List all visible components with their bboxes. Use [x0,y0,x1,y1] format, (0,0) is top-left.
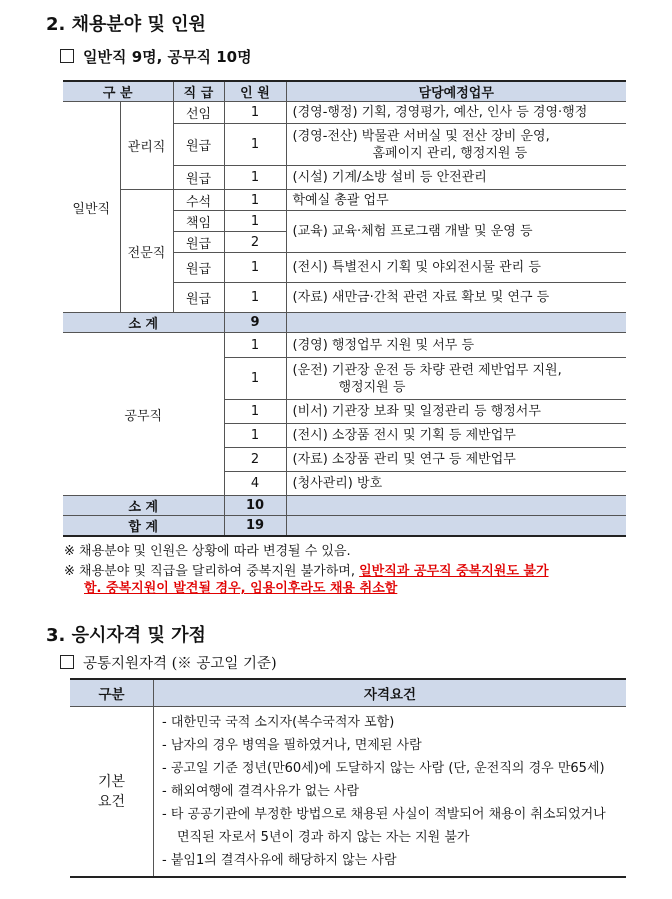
row-label: 기본 요건 [70,707,154,878]
section3-title: 3. 응시자격 및 가점 [46,625,206,646]
list-item: - 타 공공기관에 부정한 방법으로 채용된 사실이 적발되어 채용이 취소되었거나 [162,807,606,822]
duty-cell: (전시) 소장품 전시 및 기획 등 제반업무 [286,424,626,448]
checkbox-square-icon [60,49,74,63]
note-2: ※ 채용분야 및 직급을 달리하여 중복지원 불가하며, 일반직과 공무직 중복지원도 불가 함. 중복지원이 발견될 경우, 임용이후라도 채용 취소함 [64,564,549,596]
count-cell: 1 [224,400,286,424]
header-grade: 직 급 [173,81,224,102]
duty-cell: (자료) 소장품 관리 및 연구 등 제반업무 [286,448,626,472]
public-subtotal: 10 [224,496,286,516]
grade-cell: 책임 [173,211,224,232]
section3-subtitle: 공통지원자격 (※ 공고일 기준) [60,652,277,673]
note-1: ※ 채용분야 및 인원은 상황에 따라 변경될 수 있음. [64,544,351,559]
header-duty: 담당예정업무 [286,81,626,102]
duty-cell: (자료) 새만금·간척 관련 자료 확보 및 연구 등 [286,283,626,313]
recruitment-table [63,80,626,537]
count-cell: 1 [224,211,286,232]
list-item: - 남자의 경우 병역을 필하였거나, 면제된 사람 [162,738,422,753]
grade-cell: 원급 [173,283,224,313]
duty-cell: (교육) 교육·체험 프로그램 개발 및 운영 등 [286,211,626,253]
count-cell: 1 [224,253,286,283]
total-label: 합 계 [63,516,224,537]
general-subtotal: 9 [224,313,286,333]
public-subtotal-label: 소 계 [63,496,224,516]
list-item: - 공고일 기준 정년(만60세)에 도달하지 않는 사람 (단, 운전직의 경우 만65세) [162,761,605,776]
total-count: 19 [224,516,286,537]
duty-cell: (청사관리) 방호 [286,472,626,496]
count-cell: 2 [224,232,286,253]
checkbox-square-icon [60,655,74,669]
count-cell: 1 [224,190,286,211]
general-subtotal-label: 소 계 [63,313,224,333]
requirements-list [154,707,626,876]
header-requirements: 자격요건 [154,679,627,707]
expert-label: 전문직 [120,190,173,313]
header-category: 구 분 [63,81,173,102]
count-cell: 1 [224,124,286,166]
list-item: 면직된 자로서 5년이 경과 하지 않는 자는 지원 불가 [177,830,470,845]
count-cell: 1 [224,102,286,124]
requirements-cell [154,707,627,878]
duty-cell: (경영-행정) 기획, 경영평가, 예산, 인사 등 경영·행정 [286,102,626,124]
grade-cell: 원급 [173,232,224,253]
grade-cell: 원급 [173,124,224,166]
section2-title: 2. 채용분야 및 인원 [46,14,206,35]
list-item: - 붙임1의 결격사유에 해당하지 않는 사람 [162,853,397,868]
header-category: 구분 [70,679,154,707]
count-cell: 4 [224,472,286,496]
duty-cell: (운전) 기관장 운전 등 차량 관련 제반업무 지원, 행정지원 등 [286,358,626,400]
admin-label: 관리직 [120,102,173,190]
grade-cell: 선임 [173,102,224,124]
qualification-table [70,678,626,878]
grade-cell: 수석 [173,190,224,211]
public-label: 공무직 [63,333,224,496]
duty-cell: (경영-전산) 박물관 서버실 및 전산 장비 운영, 홈페이지 관리, 행정지원 등 [286,124,626,166]
general-label: 일반직 [63,102,120,313]
duty-cell: 학예실 총괄 업무 [286,190,626,211]
list-item: - 대한민국 국적 소지자(복수국적자 포함) [162,715,395,730]
grade-cell: 원급 [173,166,224,190]
duty-cell: (전시) 특별전시 기획 및 야외전시물 관리 등 [286,253,626,283]
section2-subtitle: 일반직 9명, 공무직 10명 [60,46,252,67]
count-cell: 2 [224,448,286,472]
count-cell: 1 [224,333,286,358]
count-cell: 1 [224,424,286,448]
duty-cell: (경영) 행정업무 지원 및 서무 등 [286,333,626,358]
header-count: 인 원 [224,81,286,102]
count-cell: 1 [224,283,286,313]
count-cell: 1 [224,166,286,190]
count-cell: 1 [224,358,286,400]
list-item: - 해외여행에 결격사유가 없는 사람 [162,784,360,799]
duty-cell: (시설) 기계/소방 설비 등 안전관리 [286,166,626,190]
grade-cell: 원급 [173,253,224,283]
duty-cell: (비서) 기관장 보좌 및 일정관리 등 행정서무 [286,400,626,424]
